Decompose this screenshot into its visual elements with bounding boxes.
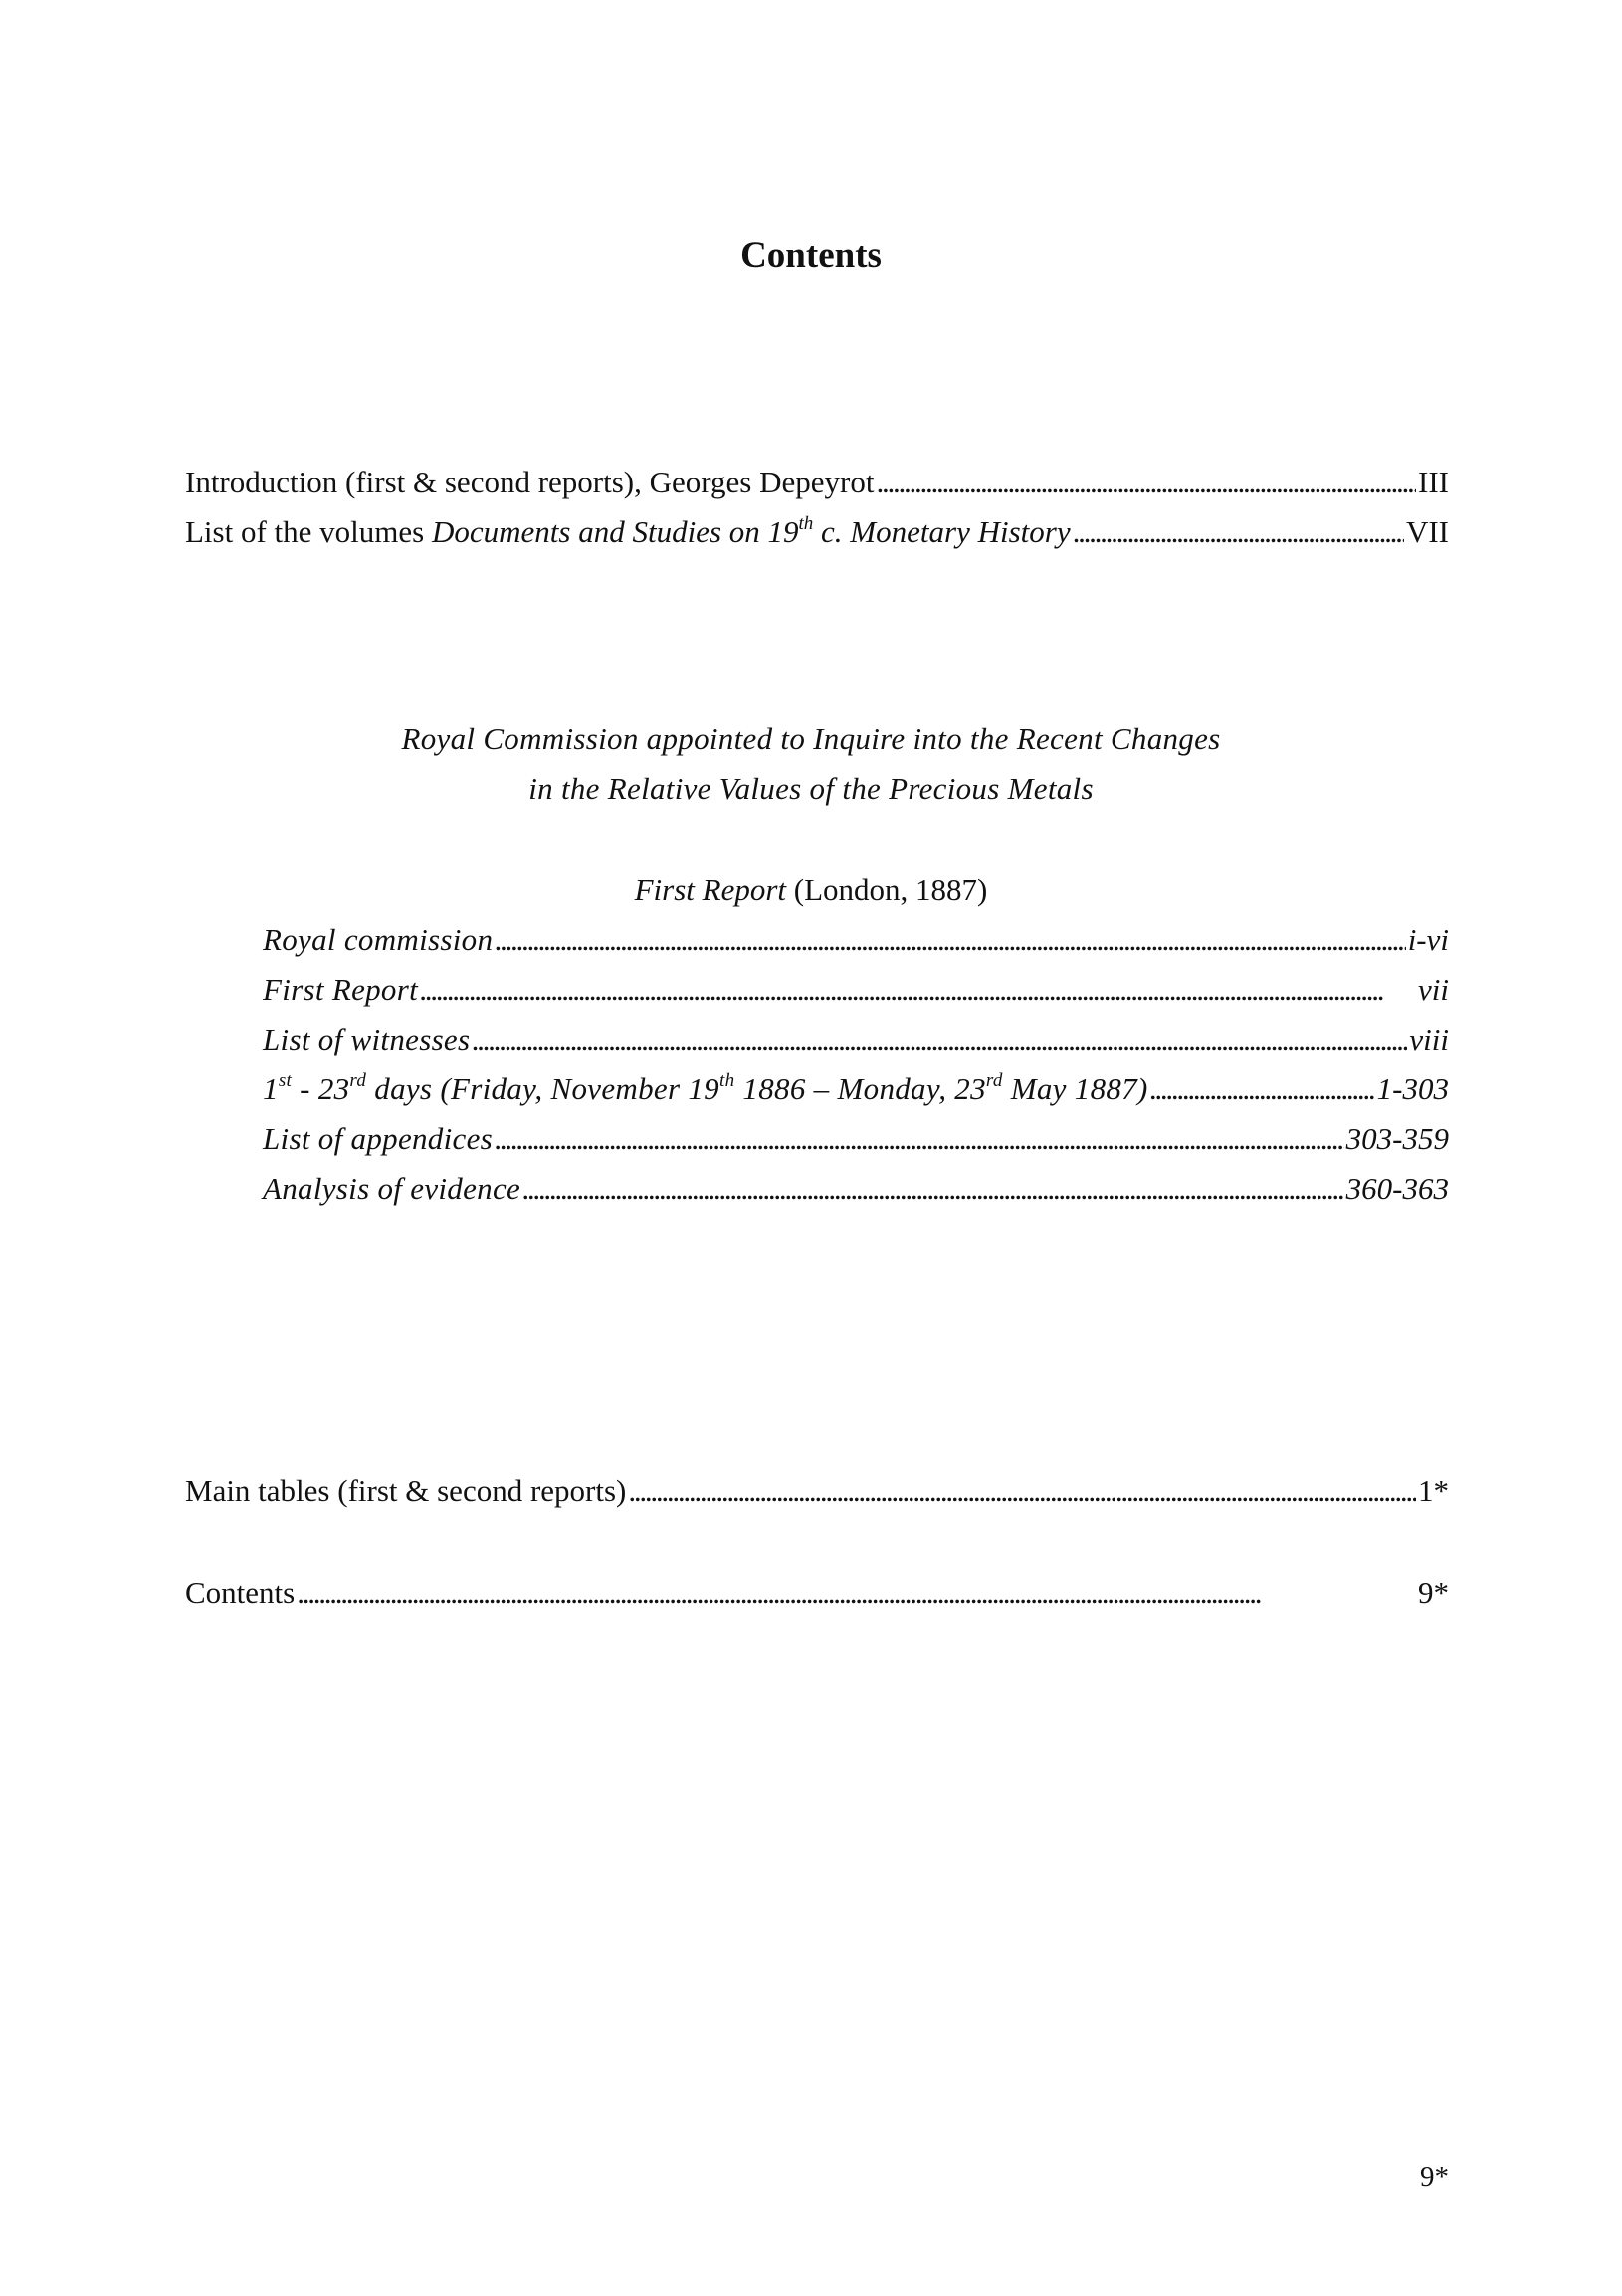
dot-leader	[1073, 507, 1404, 557]
report-place-date: (London, 1887)	[786, 872, 988, 907]
toc-entry-label: List of the volumes Documents and Studies on 19th c. Monetary History	[185, 512, 1071, 549]
toc-entry-page: VII	[1405, 514, 1449, 549]
toc-entry-label: List of appendices	[263, 1121, 493, 1156]
dot-leader	[472, 1015, 1407, 1064]
dot-leader	[495, 915, 1405, 965]
dot-leader	[1150, 1064, 1375, 1114]
toc-entry-label: Contents	[185, 1575, 296, 1610]
toc-entry-page: vii	[1418, 972, 1449, 1007]
toc-entry-first-report[interactable]	[263, 965, 1449, 1015]
toc-entry-contents[interactable]	[185, 1568, 1449, 1618]
toc-entry-page: 360-363	[1345, 1171, 1449, 1206]
toc-entry-label: Analysis of evidence	[263, 1171, 521, 1206]
commission-title-line-1: Royal Commission appointed to Inquire into the Recent Changes	[401, 721, 1221, 756]
dot-leader	[297, 1568, 1416, 1618]
dot-leader	[522, 1164, 1344, 1214]
toc-entry-main-tables[interactable]	[185, 1466, 1449, 1516]
toc-entry-label: Introduction (first & second reports), Georges Depeyrot	[185, 465, 875, 499]
toc-entry-royal-commission[interactable]	[263, 915, 1449, 965]
dot-leader	[876, 458, 1416, 507]
page-number: 9*	[1420, 2161, 1449, 2193]
report-heading	[0, 865, 1622, 915]
toc-entry-list-of-witnesses[interactable]	[263, 1015, 1449, 1064]
dot-leader	[420, 965, 1416, 1015]
toc-entry-days[interactable]	[263, 1064, 1449, 1114]
toc-entry-list-of-appendices[interactable]	[263, 1114, 1449, 1164]
toc-entry-analysis-of-evidence[interactable]	[263, 1164, 1449, 1214]
report-name: First Report	[634, 872, 787, 907]
toc-entry-page: III	[1418, 465, 1449, 499]
toc-entry-page: 1-303	[1376, 1071, 1449, 1106]
toc-entry-list-of-volumes[interactable]	[185, 507, 1449, 557]
page-title: Contents	[740, 235, 882, 276]
toc-entry-page: 9*	[1418, 1575, 1449, 1610]
toc-entry-page: viii	[1409, 1022, 1449, 1056]
toc-entry-label: First Report	[263, 972, 419, 1007]
commission-title-line-2: in the Relative Values of the Precious Metals	[528, 771, 1094, 806]
toc-entry-label: 1st - 23rd days (Friday, November 19th 1886 – Monday, 23rd May 1887)	[263, 1069, 1148, 1106]
dot-leader	[628, 1466, 1416, 1516]
toc-entry-label: List of witnesses	[263, 1022, 471, 1056]
toc-entry-page: 303-359	[1345, 1121, 1449, 1156]
toc-entry-label: Royal commission	[263, 922, 494, 957]
dot-leader	[495, 1114, 1344, 1164]
toc-entry-introduction[interactable]	[185, 458, 1449, 507]
toc-entry-page: 1*	[1418, 1473, 1449, 1508]
toc-entry-page: i-vi	[1407, 922, 1449, 957]
toc-entry-label: Main tables (first & second reports)	[185, 1473, 627, 1508]
